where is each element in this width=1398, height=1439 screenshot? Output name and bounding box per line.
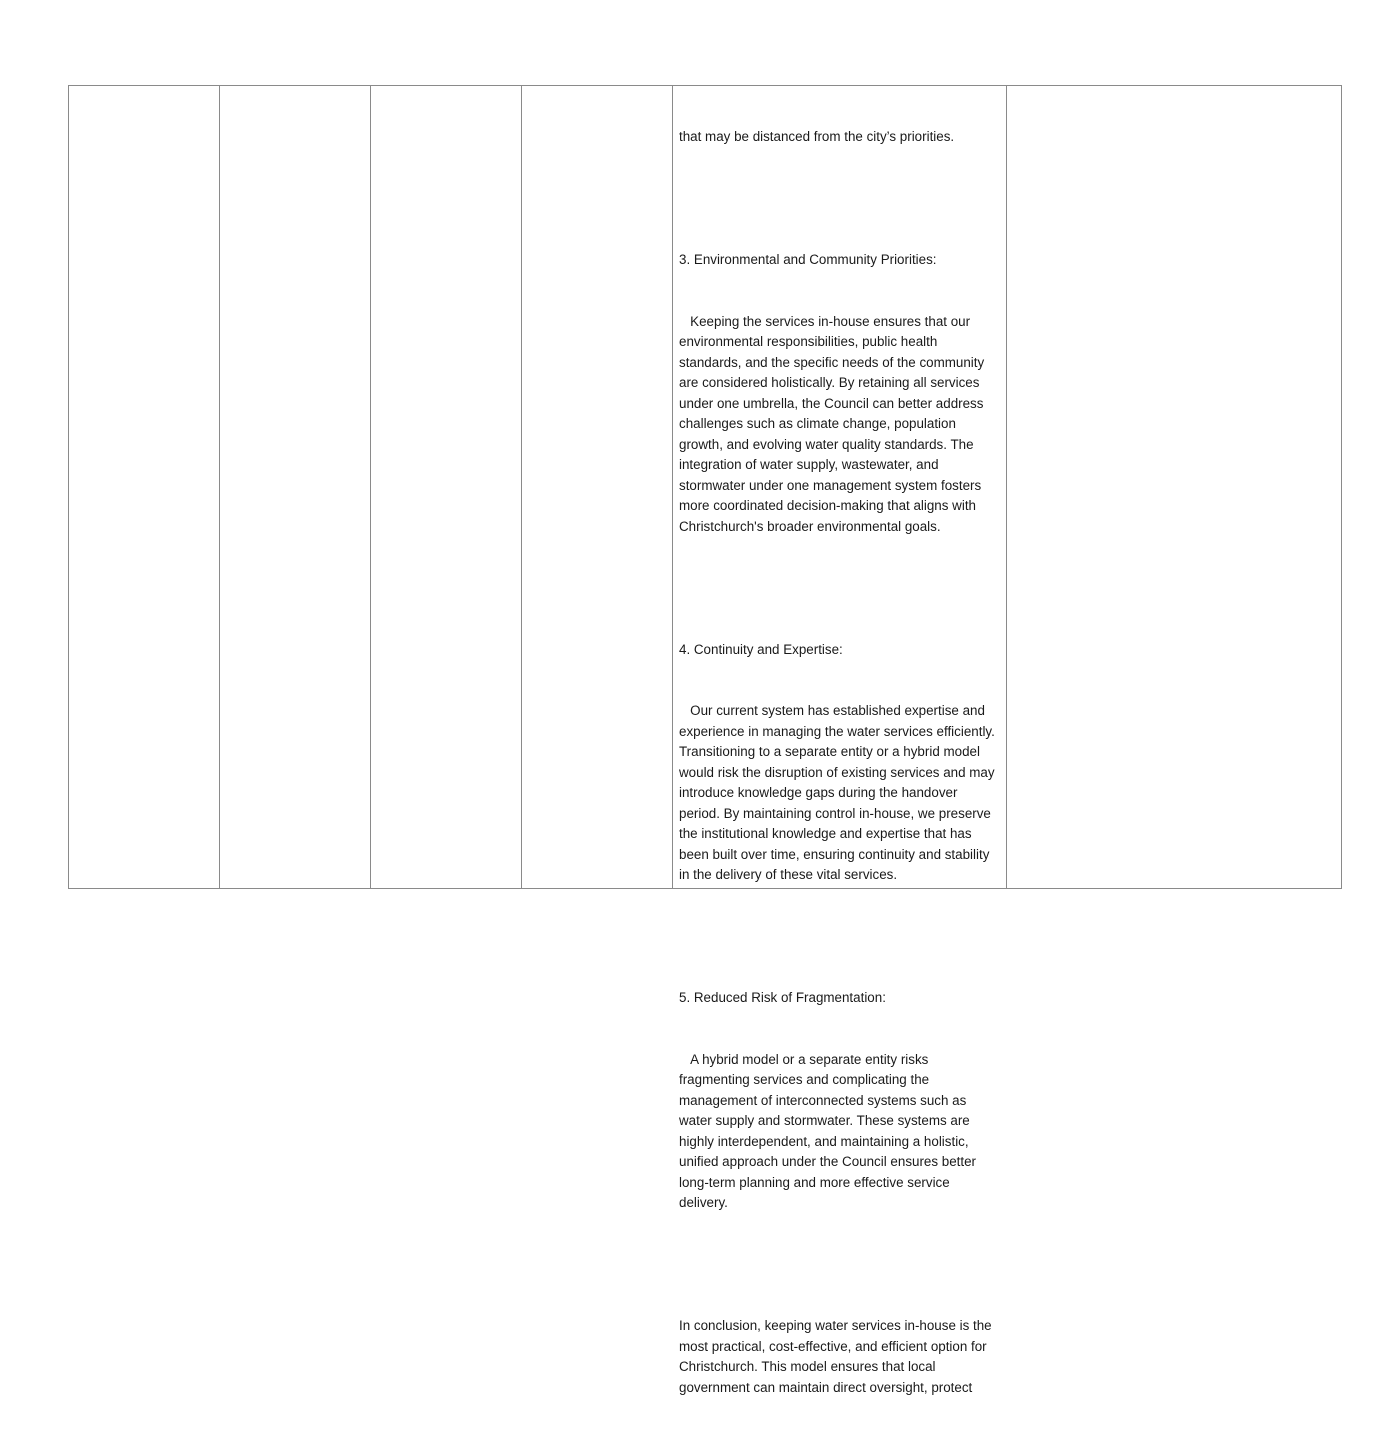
paragraph: that may be distanced from the city’s priorities. [679,129,955,144]
response-text [673,86,1006,1395]
paragraph-gap [679,578,1000,599]
table-row [69,86,1342,889]
paragraph: A hybrid model or a separate entity risks fragmenting services and complicating the management of interconnected systems such as water supply and stormwater. These systems are highly interdependent, and maintaining a holistic, unified approach under the Council ensures better long-term planning and more effective service delivery. [679,1051,980,1210]
paragraph-gap [679,189,1000,210]
paragraph: Keeping the services in-house ensures that our environmental responsibilities, public health standards, and the specific needs of the community are considered holistically. By retaining all services under one umbrella, the Council can better address challenges such as climate change, population growth, and evolving water quality standards. The integration of water supply, wastewater, and stormwater under one management system fosters more coordinated decision-making that aligns with Christchurch's broader environmental goals. [679,313,988,534]
submission-table [68,85,1342,1395]
empty-cell-4 [522,86,673,889]
paragraph: Our current system has established expertise and experience in managing the water services efficiently. Transitioning to a separate entity or a hybrid model would risk the disruption of existing services and may introduce knowledge gaps during the handover period. By maintaining control in-house, we preserve the institutional knowledge and expertise that has been built over time, ensuring continuity and stability in the delivery of these vital services. [679,703,999,882]
paragraph-gap [679,927,1000,948]
empty-cell-2 [220,86,371,889]
response-cell [673,86,1007,1395]
paragraph: In conclusion, keeping water services in-house is the most practical, cost-effective, and efficient option for Christchurch. This model ensures that local government can maintain direct oversight, protect [679,1318,996,1395]
paragraph-heading: 5. Reduced Risk of Fragmentation: [679,990,886,1005]
empty-cell-1 [69,86,220,889]
paragraph-heading: 4. Continuity and Expertise: [679,641,843,657]
paragraph-gap [679,1255,1000,1276]
empty-cell-6 [1007,86,1342,889]
paragraph-heading: 3. Environmental and Community Priorities: [679,252,937,267]
empty-cell-3 [371,86,522,889]
